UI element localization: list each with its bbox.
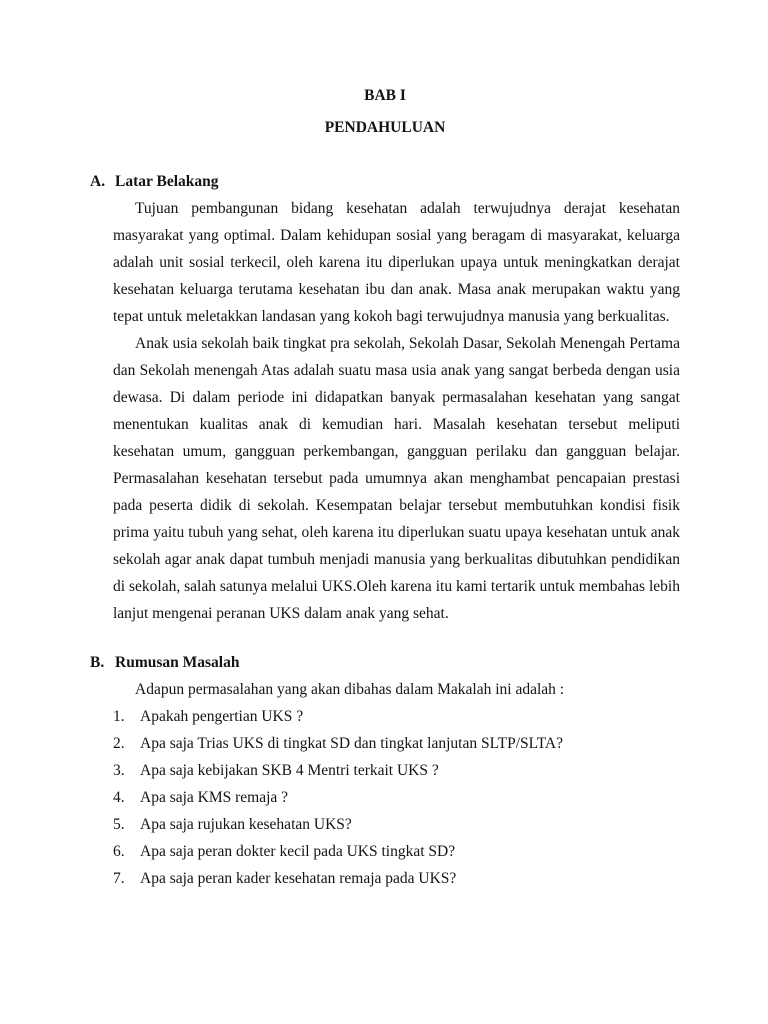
list-item [113, 811, 680, 838]
list-item-number: 3. [113, 762, 125, 779]
list-item [113, 730, 680, 757]
chapter-name: PENDAHULUAN [324, 119, 446, 136]
section-b-title: Rumusan Masalah [115, 654, 240, 671]
list-item-text: Apakah pengertian UKS ? [140, 708, 304, 725]
list-item-text: Apa saja rujukan kesehatan UKS? [140, 816, 352, 833]
list-item-number: 4. [113, 789, 125, 806]
section-a-heading [90, 168, 680, 195]
chapter-title [90, 80, 680, 144]
section-b-label: B. [90, 654, 105, 671]
section-a-label: A. [90, 173, 106, 190]
list-item-number: 7. [113, 870, 125, 887]
list-item-text: Apa saja Trias UKS di tingkat SD dan tingkat lanjutan SLTP/SLTA? [140, 735, 564, 752]
rumusan-intro: Adapun permasalahan yang akan dibahas dalam Makalah ini adalah : [135, 681, 565, 698]
list-item [113, 703, 680, 730]
list-item-text: Apa saja kebijakan SKB 4 Mentri terkait UKS ? [140, 762, 439, 779]
list-item-number: 2. [113, 735, 125, 752]
question-list [90, 703, 680, 892]
list-item [113, 838, 680, 865]
paragraph-2: Anak usia sekolah baik tingkat pra sekolah, Sekolah Dasar, Sekolah Menengah Pertama dan Sekolah menengah Atas adalah suatu masa usia anak yang sangat berbeda dengan usia dewasa. Di dalam periode ini didapatkan banyak permasalahan kesehatan yang sangat menentukan kualitas anak di kemudian hari. Masalah kesehatan tersebut meliputi kesehatan umum, gangguan perkembangan, gangguan perilaku dan gangguan belajar. Permasalahan kesehatan tersebut pada umumnya akan menghambat pencapaian prestasi pada peserta didik di sekolah. Kesempatan belajar tersebut membutuhkan kondisi fisik prima yaitu tubuh yang sehat, oleh karena itu diperlukan suatu upaya kesehatan untuk anak sekolah agar anak dapat tumbuh menjadi manusia yang berkualitas dibutuhkan pendidikan di sekolah, salah satunya melalui UKS.Oleh karena itu kami tertarik untuk membahas lebih lanjut mengenai peranan UKS dalam anak yang sehat. [113, 335, 680, 622]
list-item-number: 5. [113, 816, 125, 833]
list-item-text: Apa saja peran dokter kecil pada UKS tingkat SD? [140, 843, 456, 860]
chapter-number: BAB I [364, 87, 406, 104]
list-item-number: 1. [113, 708, 125, 725]
list-item-text: Apa saja KMS remaja ? [140, 789, 289, 806]
section-a-title: Latar Belakang [115, 173, 219, 190]
list-item [113, 865, 680, 892]
list-item-text: Apa saja peran kader kesehatan remaja pada UKS? [140, 870, 457, 887]
list-item [113, 757, 680, 784]
section-b-heading [90, 649, 680, 676]
paragraph-1: Tujuan pembangunan bidang kesehatan adalah terwujudnya derajat kesehatan masyarakat yang optimal. Dalam kehidupan sosial yang beragam di masyarakat, keluarga adalah unit sosial terkecil, oleh karena itu diperlukan upaya untuk meningkatkan derajat kesehatan keluarga terutama kesehatan ibu dan anak. Masa anak merupakan waktu yang tepat untuk meletakkan landasan yang kokoh bagi terwujudnya manusia yang berkualitas. [113, 200, 680, 325]
list-item [113, 784, 680, 811]
list-item-number: 6. [113, 843, 125, 860]
